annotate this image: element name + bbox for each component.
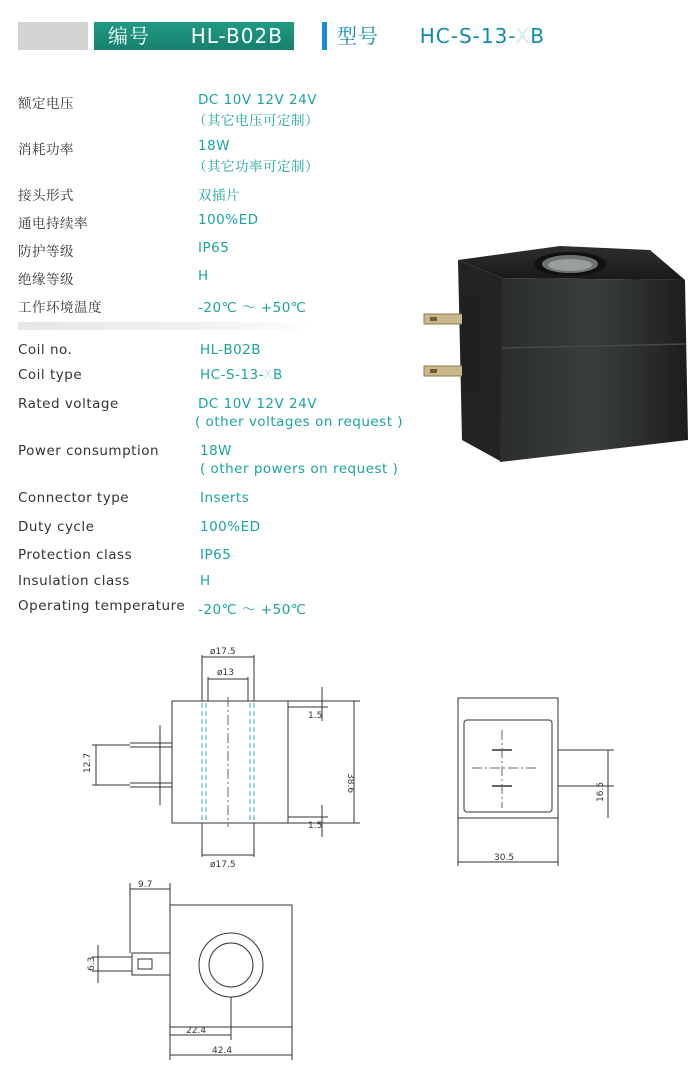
cn-spec-label: 消耗功率 — [18, 142, 74, 158]
dim-dia-inner: ø13 — [217, 668, 234, 678]
en-spec-label: Protection class — [18, 547, 133, 563]
dim-bottom-gap: 1.5 — [308, 821, 323, 831]
en-spec-label: Insulation class — [18, 573, 130, 589]
dim-height: 38.6 — [345, 773, 355, 794]
coil-number-banner — [94, 22, 294, 50]
code-value: HL-B02B — [190, 24, 283, 48]
cn-spec-value: 18W — [198, 138, 231, 154]
cn-spec-label: 防护等级 — [18, 244, 74, 260]
cn-spec-label: 工作环境温度 — [18, 300, 102, 316]
top-view-drawing — [80, 875, 310, 1060]
dim-dia-outer-top: ø17.5 — [210, 647, 236, 657]
cn-spec-note: （其它电压可定制） — [193, 113, 319, 129]
model-prefix: HC-S-13- — [419, 24, 516, 48]
cn-spec-label: 额定电压 — [18, 96, 74, 112]
cn-spec-value: 双插片 — [198, 188, 240, 204]
cn-spec-note: （其它功率可定制） — [193, 159, 319, 175]
en-spec-value: Inserts — [200, 490, 250, 506]
coil-product-image — [410, 240, 700, 470]
code-label: 编号 — [108, 24, 150, 48]
en-spec-value: 18W — [200, 443, 233, 459]
front-view-drawing — [70, 625, 370, 870]
en-spec-value: DC 10V 12V 24V — [198, 396, 317, 412]
en-spec-value: H — [200, 573, 211, 589]
cn-spec-label: 接头形式 — [18, 188, 74, 204]
coil-type-prefix: HC-S-13- — [200, 367, 264, 383]
side-body-outline — [458, 698, 558, 818]
cn-spec-label: 通电持续率 — [18, 216, 88, 232]
cn-spec-label: 绝缘等级 — [18, 272, 74, 288]
coil-type-x: X — [263, 367, 274, 383]
en-spec-label: Power consumption — [18, 443, 160, 459]
side-view-drawing — [450, 690, 620, 870]
cn-spec-value: 100%ED — [198, 212, 259, 228]
en-spec-label: Coil no. — [18, 342, 73, 358]
en-spec-value — [200, 367, 283, 383]
en-spec-note: ( other powers on request ) — [200, 461, 399, 477]
en-spec-label: Rated voltage — [18, 396, 119, 412]
header-accent-bar — [322, 22, 327, 50]
en-spec-label: Operating temperature — [18, 598, 186, 614]
dim-pin-length: 9.7 — [138, 880, 153, 890]
model-suffix: B — [530, 24, 545, 48]
en-spec-value: HL-B02B — [200, 342, 262, 358]
en-spec-label: Connector type — [18, 490, 130, 506]
en-spec-value: IP65 — [200, 547, 232, 563]
dim-side-width: 30.5 — [494, 853, 515, 863]
header-gray-block — [18, 22, 88, 50]
en-spec-note: ( other voltages on request ) — [195, 414, 404, 430]
dim-top-gap: 1.5 — [308, 711, 323, 721]
model-label: 型号 — [337, 24, 379, 48]
front-body-outline — [172, 701, 288, 823]
section-divider — [18, 322, 313, 330]
dim-pin-spacing: 12.7 — [83, 752, 93, 773]
cn-spec-value: H — [198, 268, 209, 284]
dim-pin-width: 6.3 — [87, 956, 97, 971]
cn-spec-value: IP65 — [198, 240, 230, 256]
cn-spec-value: DC 10V 12V 24V — [198, 92, 317, 108]
model-heading — [337, 22, 545, 50]
dim-side-height: 16.5 — [596, 781, 606, 802]
en-spec-value: 100%ED — [200, 519, 261, 535]
model-x: X — [515, 24, 531, 48]
en-spec-label: Coil type — [18, 367, 83, 383]
dim-dia-bottom: ø17.5 — [210, 860, 236, 870]
en-spec-value: -20℃ ～ +50℃ — [198, 602, 307, 618]
dim-center-offset: 22.4 — [186, 1026, 207, 1036]
cn-spec-value: -20℃ ～ +50℃ — [198, 300, 307, 316]
en-spec-label: Duty cycle — [18, 519, 95, 535]
dim-total-length: 42.4 — [212, 1046, 233, 1056]
coil-type-suffix: B — [273, 367, 283, 383]
